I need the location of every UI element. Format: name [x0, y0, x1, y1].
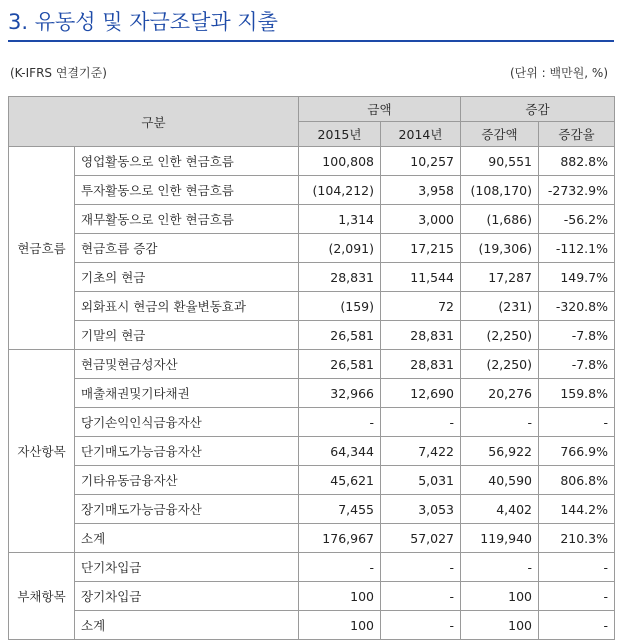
item-cell: 당기손익인식금융자산	[75, 408, 299, 437]
change-amount-cell: 17,287	[461, 263, 539, 292]
value-2015-cell: 100,808	[299, 147, 381, 176]
table-row	[9, 234, 615, 263]
table-row	[9, 582, 615, 611]
change-rate-cell: -7.8%	[539, 321, 615, 350]
item-cell: 투자활동으로 인한 현금흐름	[75, 176, 299, 205]
table-row	[9, 466, 615, 495]
table-row	[9, 408, 615, 437]
change-amount-cell: (231)	[461, 292, 539, 321]
change-rate-cell: 144.2%	[539, 495, 615, 524]
change-amount-cell: 4,402	[461, 495, 539, 524]
category-cell: 현금흐름	[9, 147, 75, 350]
change-amount-cell: 100	[461, 611, 539, 640]
value-2014-cell: 11,544	[381, 263, 461, 292]
change-rate-cell: -	[539, 408, 615, 437]
change-amount-cell: -	[461, 408, 539, 437]
value-2015-cell: 100	[299, 611, 381, 640]
value-2014-cell: 12,690	[381, 379, 461, 408]
value-2015-cell: 26,581	[299, 321, 381, 350]
table-row	[9, 292, 615, 321]
value-2015-cell: 45,621	[299, 466, 381, 495]
value-2015-cell: 28,831	[299, 263, 381, 292]
change-rate-cell: 766.9%	[539, 437, 615, 466]
header-change: 증감	[461, 97, 615, 122]
change-rate-cell: -	[539, 582, 615, 611]
basis-note: (K-IFRS 연결기준)	[10, 66, 107, 80]
item-cell: 현금및현금성자산	[75, 350, 299, 379]
item-cell: 재무활동으로 인한 현금흐름	[75, 205, 299, 234]
change-rate-cell: -112.1%	[539, 234, 615, 263]
table-row	[9, 553, 615, 582]
table-row	[9, 147, 615, 176]
change-amount-cell: 20,276	[461, 379, 539, 408]
value-2015-cell: 100	[299, 582, 381, 611]
title-divider	[8, 40, 614, 42]
value-2014-cell: -	[381, 408, 461, 437]
item-cell: 단기차입금	[75, 553, 299, 582]
item-cell: 영업활동으로 인한 현금흐름	[75, 147, 299, 176]
item-cell: 기말의 현금	[75, 321, 299, 350]
value-2014-cell: 7,422	[381, 437, 461, 466]
unit-note: (단위 : 백만원, %)	[509, 66, 608, 80]
value-2015-cell: (2,091)	[299, 234, 381, 263]
table-row	[9, 437, 615, 466]
change-rate-cell: 806.8%	[539, 466, 615, 495]
change-amount-cell: (1,686)	[461, 205, 539, 234]
change-amount-cell: -	[461, 553, 539, 582]
item-cell: 소계	[75, 611, 299, 640]
table-row	[9, 205, 615, 234]
item-cell: 현금흐름 증감	[75, 234, 299, 263]
change-rate-cell: 149.7%	[539, 263, 615, 292]
change-rate-cell: 882.8%	[539, 147, 615, 176]
change-amount-cell: (2,250)	[461, 350, 539, 379]
value-2015-cell: 176,967	[299, 524, 381, 553]
table-row	[9, 611, 615, 640]
value-2014-cell: 10,257	[381, 147, 461, 176]
change-rate-cell: -320.8%	[539, 292, 615, 321]
change-rate-cell: 159.8%	[539, 379, 615, 408]
item-cell: 매출채권및기타채권	[75, 379, 299, 408]
table-row	[9, 350, 615, 379]
header-gubun: 구분	[9, 97, 299, 147]
value-2014-cell: 28,831	[381, 321, 461, 350]
value-2015-cell: (159)	[299, 292, 381, 321]
change-rate-cell: -	[539, 611, 615, 640]
change-amount-cell: 100	[461, 582, 539, 611]
table-row	[9, 524, 615, 553]
item-cell: 단기매도가능금융자산	[75, 437, 299, 466]
category-cell: 부채항목	[9, 553, 75, 640]
category-cell: 자산항목	[9, 350, 75, 553]
value-2014-cell: 57,027	[381, 524, 461, 553]
value-2014-cell: 3,053	[381, 495, 461, 524]
item-cell: 소계	[75, 524, 299, 553]
item-cell: 기타유동금융자산	[75, 466, 299, 495]
item-cell: 장기차입금	[75, 582, 299, 611]
header-2015: 2015년	[299, 122, 381, 147]
value-2015-cell: -	[299, 553, 381, 582]
value-2014-cell: 28,831	[381, 350, 461, 379]
value-2014-cell: 3,958	[381, 176, 461, 205]
header-2014: 2014년	[381, 122, 461, 147]
header-change-rate: 증감율	[539, 122, 615, 147]
value-2015-cell: 32,966	[299, 379, 381, 408]
change-amount-cell: (19,306)	[461, 234, 539, 263]
item-cell: 장기매도가능금융자산	[75, 495, 299, 524]
value-2014-cell: 3,000	[381, 205, 461, 234]
value-2014-cell: -	[381, 553, 461, 582]
change-rate-cell: -56.2%	[539, 205, 615, 234]
value-2014-cell: -	[381, 582, 461, 611]
value-2014-cell: 17,215	[381, 234, 461, 263]
change-amount-cell: 40,590	[461, 466, 539, 495]
value-2015-cell: -	[299, 408, 381, 437]
value-2015-cell: 1,314	[299, 205, 381, 234]
table-body	[9, 147, 615, 640]
table-row	[9, 379, 615, 408]
change-amount-cell: (108,170)	[461, 176, 539, 205]
liquidity-table	[8, 96, 615, 640]
item-cell: 기초의 현금	[75, 263, 299, 292]
page-title: 3. 유동성 및 자금조달과 지출	[8, 10, 278, 34]
header-amount: 금액	[299, 97, 461, 122]
change-rate-cell: 210.3%	[539, 524, 615, 553]
change-amount-cell: 119,940	[461, 524, 539, 553]
value-2014-cell: -	[381, 611, 461, 640]
value-2014-cell: 5,031	[381, 466, 461, 495]
table-row	[9, 176, 615, 205]
value-2015-cell: (104,212)	[299, 176, 381, 205]
item-cell: 외화표시 현금의 환율변동효과	[75, 292, 299, 321]
change-amount-cell: (2,250)	[461, 321, 539, 350]
change-amount-cell: 90,551	[461, 147, 539, 176]
value-2015-cell: 7,455	[299, 495, 381, 524]
change-rate-cell: -2732.9%	[539, 176, 615, 205]
change-amount-cell: 56,922	[461, 437, 539, 466]
table-row	[9, 495, 615, 524]
value-2014-cell: 72	[381, 292, 461, 321]
change-rate-cell: -7.8%	[539, 350, 615, 379]
change-rate-cell: -	[539, 553, 615, 582]
header-change-amount: 증감액	[461, 122, 539, 147]
table-row	[9, 321, 615, 350]
table-row	[9, 263, 615, 292]
value-2015-cell: 26,581	[299, 350, 381, 379]
value-2015-cell: 64,344	[299, 437, 381, 466]
